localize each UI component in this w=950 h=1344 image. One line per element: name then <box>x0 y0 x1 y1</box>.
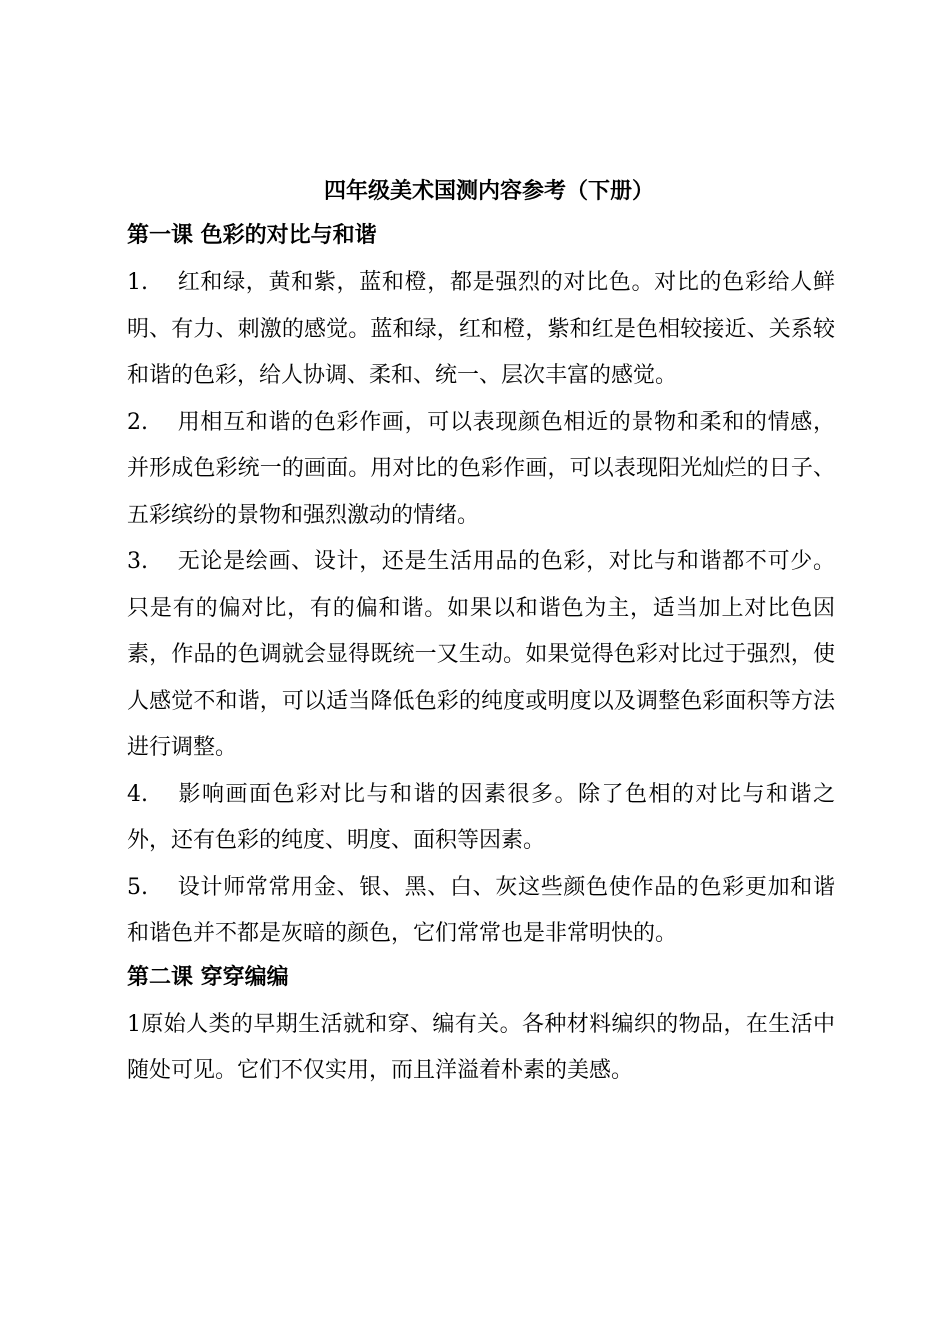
item-number: 5. <box>127 874 148 900</box>
item-text: 影响画面色彩对比与和谐的因素很多。除了色相的对比与和谐之外，还有色彩的纯度、明度、面积等因素。 <box>127 781 835 853</box>
item-text: 无论是绘画、设计，还是生活用品的色彩，对比与和谐都不可少。只是有的偏对比，有的偏和谐。如果以和谐色为主，适当加上对比色因素，作品的色调就会显得既统一又生动。如果觉得色彩对比过于强烈，使人感觉不和谐，可以适当降低色彩的纯度或明度以及调整色彩面积等方法进行调整。 <box>127 549 835 760</box>
item-number: 3. <box>127 549 148 574</box>
item-number: 1. <box>127 270 148 295</box>
lesson-2-item-1 <box>127 1002 835 1095</box>
lesson-1-item-4 <box>127 772 835 865</box>
item-text: 用相互和谐的色彩作画，可以表现颜色相近的景物和柔和的情感，并形成色彩统一的画面。用对比的色彩作画，可以表现阳光灿烂的日子、五彩缤纷的景物和强烈激动的情绪。 <box>127 409 835 528</box>
document-page <box>127 172 835 1095</box>
item-text: 红和绿，黄和紫，蓝和橙，都是强烈的对比色。对比的色彩给人鲜明、有力、刺激的感觉。蓝和绿，红和橙，紫和红是色相较接近、关系较和谐的色彩，给人协调、柔和、统一、层次丰富的感觉。 <box>127 270 835 388</box>
document-title: 四年级美术国测内容参考（下册） <box>323 179 654 204</box>
item-number: 2. <box>127 409 148 435</box>
lesson-2-heading: 第二课 穿穿编编 <box>127 964 289 990</box>
lesson-1-heading: 第一课 色彩的对比与和谐 <box>127 223 377 248</box>
lesson-1-item-5 <box>127 865 835 958</box>
lesson-1-item-1 <box>127 260 835 400</box>
item-text: 设计师常常用金、银、黑、白、灰这些颜色使作品的色彩更加和谐和谐色并不都是灰暗的颜色，它们常常也是非常明快的。 <box>127 874 835 946</box>
lesson-1-item-2 <box>127 400 835 540</box>
item-text: 原始人类的早期生活就和穿、编有关。各种材料编织的物品，在生活中随处可见。它们不仅实用，而且洋溢着朴素的美感。 <box>127 1011 835 1083</box>
lesson-1-item-3 <box>127 539 835 772</box>
item-number: 4. <box>127 781 148 807</box>
item-number: 1 <box>127 1011 141 1037</box>
